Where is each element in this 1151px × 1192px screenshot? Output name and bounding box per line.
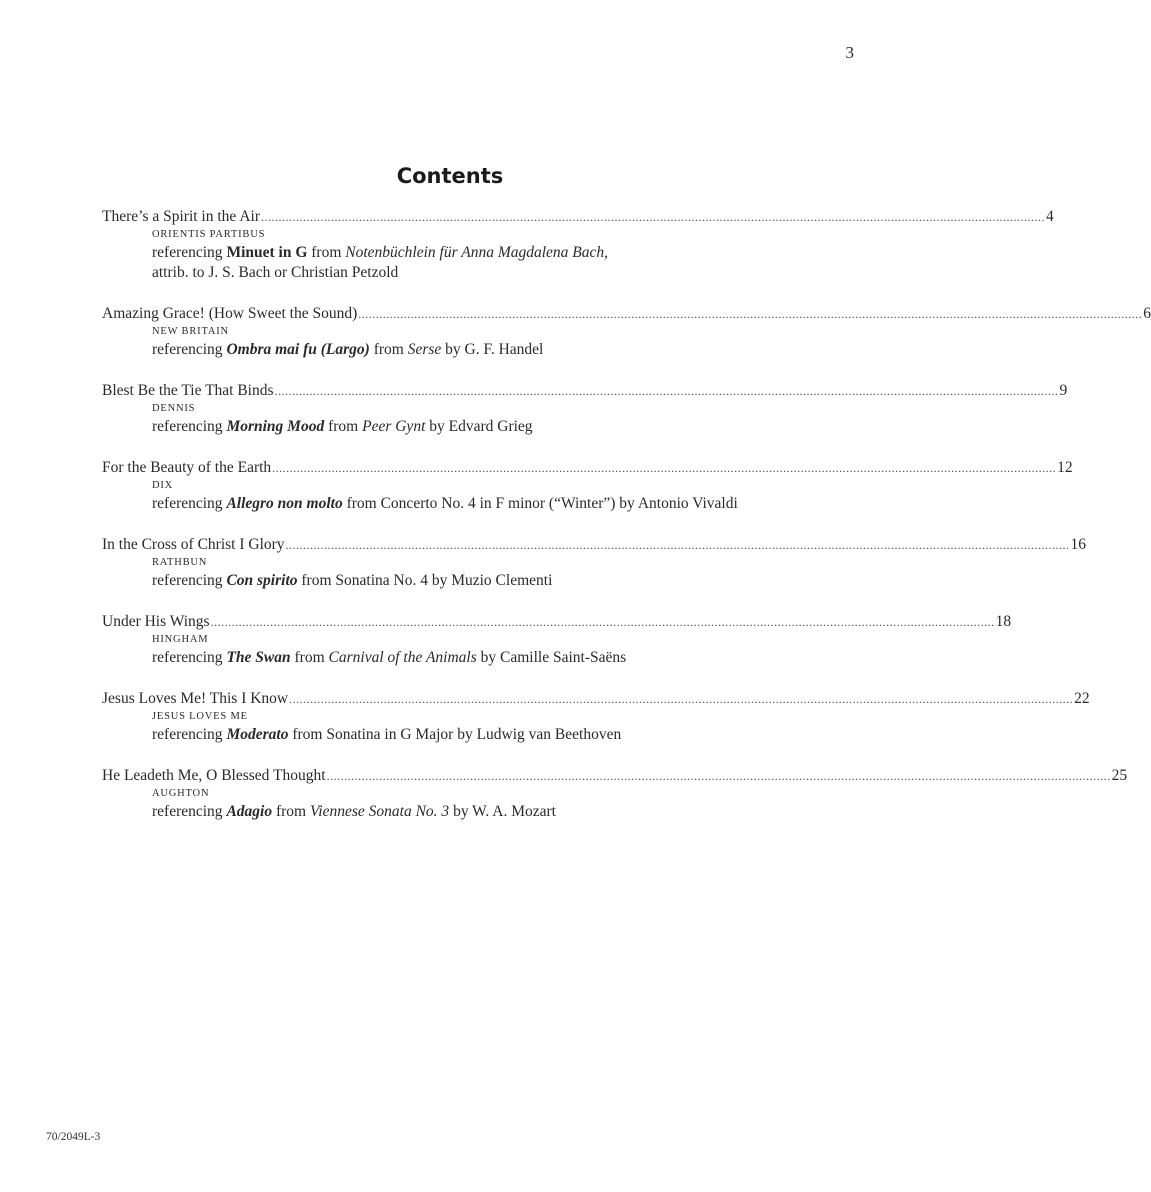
dot-leader: ................................................................................................................................................................................................................................ <box>285 538 1070 552</box>
toc-entry[interactable] <box>102 458 1073 514</box>
referenced-work: The Swan <box>226 649 291 666</box>
toc-entry-title[interactable]: Amazing Grace! (How Sweet the Sound) <box>102 305 358 322</box>
toc-entry-page[interactable]: 22 <box>1074 690 1090 707</box>
dot-leader: ................................................................................................................................................................................................................................ <box>358 307 1143 321</box>
toc-entry[interactable] <box>102 612 1012 668</box>
toc-entry-page[interactable]: 4 <box>1045 208 1054 225</box>
footer-code: 70/2049L-3 <box>46 1131 101 1143</box>
toc-entry-title[interactable]: Blest Be the Tie That Binds <box>102 382 274 399</box>
referenced-source: Serse <box>407 341 442 358</box>
dot-leader: ................................................................................................................................................................................................................................ <box>260 210 1045 224</box>
page-number: 3 <box>845 43 854 62</box>
contents-heading: Contents <box>396 164 504 188</box>
dot-leader: ................................................................................................................................................................................................................................ <box>210 615 995 629</box>
toc-entry-title[interactable]: In the Cross of Christ I Glory <box>102 536 285 553</box>
reference-text: referencing Con spirito from Sonatina No. 4 by Muzio Clementi <box>152 572 553 589</box>
reference-text: referencing Ombra mai fu (Largo) from Serse by G. F. Handel <box>152 341 544 358</box>
toc-entry-title[interactable]: For the Beauty of the Earth <box>102 459 272 476</box>
tune-name: RATHBUN <box>152 557 208 568</box>
referenced-source: Carnival of the Animals <box>328 649 477 666</box>
toc-entry[interactable] <box>102 381 1068 437</box>
tune-name: HINGHAM <box>152 634 209 645</box>
referenced-source: Viennese Sonata No. 3 <box>309 803 450 820</box>
tune-name: NEW BRITAIN <box>152 326 229 337</box>
tune-name: DIX <box>152 480 174 491</box>
referenced-source: Notenbüchlein für Anna Magdalena Bach, <box>345 244 609 261</box>
reference-text: referencing Morning Mood from Peer Gynt by Edvard Grieg <box>152 418 533 435</box>
tune-name: ORIENTIS PARTIBUS <box>152 229 266 240</box>
toc-entry[interactable] <box>102 535 1087 591</box>
dot-leader: ................................................................................................................................................................................................................................ <box>289 692 1074 706</box>
reference-text: referencing Allegro non molto from Concerto No. 4 in F minor (“Winter”) by Antonio Vivaldi <box>152 495 738 512</box>
referenced-work: Morning Mood <box>226 418 325 435</box>
referenced-work: Minuet in G <box>226 244 308 261</box>
toc-entry-page[interactable]: 6 <box>1143 305 1151 322</box>
toc-entry-title[interactable]: Under His Wings <box>102 613 210 630</box>
toc-entry-page[interactable]: 25 <box>1111 767 1128 784</box>
toc-entry[interactable] <box>102 766 1128 822</box>
dot-leader: ................................................................................................................................................................................................................................ <box>326 769 1111 783</box>
toc-entry-page[interactable]: 9 <box>1059 382 1068 399</box>
dot-leader: ................................................................................................................................................................................................................................ <box>274 384 1059 398</box>
toc-entry-page[interactable]: 16 <box>1070 536 1087 553</box>
reference-text-line2: attrib. to J. S. Bach or Christian Petzold <box>152 264 399 281</box>
toc-entry-title[interactable]: He Leadeth Me, O Blessed Thought <box>102 767 326 784</box>
referenced-work: Moderato <box>226 726 289 743</box>
tune-name: JESUS LOVES ME <box>152 711 248 722</box>
toc-entry[interactable] <box>102 689 1090 745</box>
referenced-source: Peer Gynt <box>362 418 426 435</box>
dot-leader: ................................................................................................................................................................................................................................ <box>272 461 1057 475</box>
table-of-contents <box>102 207 1151 843</box>
toc-entry-title[interactable]: There’s a Spirit in the Air <box>102 208 260 225</box>
toc-entry[interactable] <box>102 207 1054 283</box>
reference-text: referencing Minuet in G from Notenbüchlein für Anna Magdalena Bach, <box>152 244 609 261</box>
toc-entry[interactable] <box>102 304 1151 360</box>
referenced-work: Adagio <box>226 803 273 820</box>
referenced-work: Allegro non molto <box>226 495 343 512</box>
tune-name: AUGHTON <box>152 788 210 799</box>
referenced-work: Ombra mai fu (Largo) <box>226 341 370 358</box>
toc-entry-title[interactable]: Jesus Loves Me! This I Know <box>102 690 289 707</box>
tune-name: DENNIS <box>152 403 196 414</box>
reference-text: referencing Moderato from Sonatina in G Major by Ludwig van Beethoven <box>152 726 622 743</box>
referenced-work: Con spirito <box>226 572 298 589</box>
reference-text: referencing Adagio from Viennese Sonata No. 3 by W. A. Mozart <box>152 803 556 820</box>
reference-text: referencing The Swan from Carnival of the Animals by Camille Saint-Saëns <box>152 649 627 666</box>
toc-entry-page[interactable]: 18 <box>995 613 1012 630</box>
toc-entry-page[interactable]: 12 <box>1057 459 1073 476</box>
